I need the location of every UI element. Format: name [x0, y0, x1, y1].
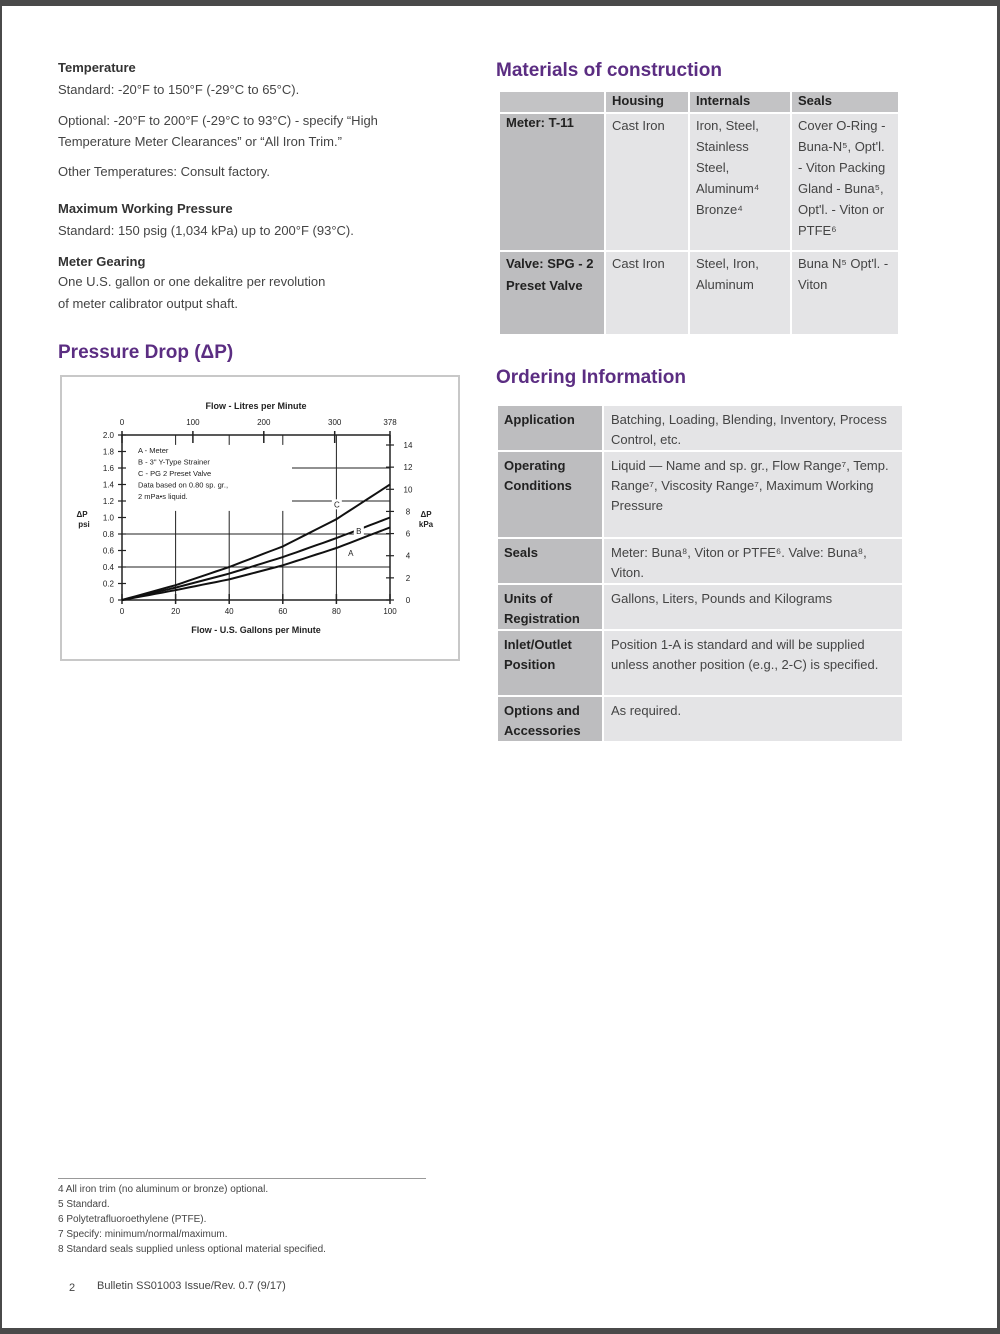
materials-cell-internals: Iron, Steel, Stainless Steel, Aluminum⁴ Bronze⁴ [689, 113, 791, 251]
y-tick-label: 0.2 [102, 579, 114, 589]
x-tick-label: 80 [331, 607, 341, 616]
ordering-row [498, 406, 902, 452]
temperature-optional: Optional: -20°F to 200°F (-29°C to 93°C) - specify “High Temperature Meter Clearances” or “All Iron Trim.” [58, 113, 378, 149]
y-tick-label: 1.0 [102, 513, 114, 523]
footnote: 8 Standard seals supplied unless optional material specified. [58, 1244, 326, 1255]
ordering-label: Inlet/Outlet Position [498, 631, 602, 695]
y-axis-label: ΔP [76, 510, 88, 519]
ordering-value: Gallons, Liters, Pounds and Kilograms [602, 585, 902, 629]
series-label-B: B [356, 526, 362, 536]
materials-header-row [499, 91, 899, 113]
footnotes [58, 1182, 478, 1257]
ordering-row [498, 631, 902, 697]
y-tick-label: 1.8 [102, 447, 114, 457]
materials-header-internals: Internals [689, 91, 791, 113]
materials-row-label: Valve: SPG - 2 Preset Valve [499, 251, 605, 335]
top-tick-label: 0 [119, 418, 125, 427]
footnote: 4 All iron trim (no aluminum or bronze) optional. [58, 1184, 269, 1195]
materials-cell-internals: Steel, Iron, Aluminum [689, 251, 791, 335]
ordering-value: Batching, Loading, Blending, Inventory, Process Control, etc. [602, 406, 902, 450]
x-tick-label: 0 [119, 607, 125, 616]
bulletin-id: Bulletin SS01003 Issue/Rev. 0.7 (9/17) [97, 1280, 286, 1292]
materials-cell-seals: Buna N⁵ Opt'l. - Viton [791, 251, 899, 335]
legend-entry: A - Meter [138, 446, 169, 456]
footnote-divider [58, 1178, 426, 1179]
legend-entry: C - PG 2 Preset Valve [138, 469, 212, 479]
ordering-row [498, 539, 902, 585]
y-axis-label-unit: psi [78, 520, 90, 529]
y-tick-label: 0.6 [102, 546, 114, 556]
materials-header-housing: Housing [605, 91, 689, 113]
y-tick-label: 1.6 [102, 464, 114, 473]
pressure-drop-title: Pressure Drop (ΔP) [58, 342, 234, 363]
chart-title: Flow - Litres per Minute [205, 401, 307, 411]
legend-entry: Data based on 0.80 sp. gr., [138, 480, 229, 490]
materials-cell-housing: Cast Iron [605, 251, 689, 335]
x-tick-label: 20 [171, 607, 181, 616]
x-axis-label: Flow - U.S. Gallons per Minute [191, 625, 321, 635]
ordering-label: Seals [498, 539, 602, 583]
materials-header-blank [499, 91, 605, 113]
materials-header-seals: Seals [791, 91, 899, 113]
gearing-line2: of meter calibrator output shaft. [58, 296, 238, 311]
materials-title: Materials of construction [496, 60, 722, 81]
series-line-B [122, 518, 390, 601]
materials-cell-seals: Cover O-Ring - Buna-N⁵, Opt'l. - Viton Packing Gland - Buna⁵, Opt'l. - Viton or PTFE⁶ [791, 113, 899, 251]
ordering-table [498, 406, 902, 743]
x-tick-label: 60 [278, 607, 288, 616]
gearing-heading: Meter Gearing [58, 254, 146, 269]
y-tick-label: 2.0 [102, 431, 114, 440]
ordering-label: Units of Registration [498, 585, 602, 629]
materials-row-valve [499, 251, 899, 335]
ordering-title: Ordering Information [496, 367, 686, 388]
top-tick-label: 200 [257, 418, 271, 427]
ordering-label: Application [498, 406, 602, 450]
footnote: 7 Specify: minimum/normal/maximum. [58, 1229, 228, 1240]
materials-row-meter [499, 113, 899, 251]
series-label-A: A [348, 548, 354, 558]
x-tick-label: 40 [224, 607, 234, 616]
gearing-line1: One U.S. gallon or one dekalitre per revolution [58, 274, 326, 289]
footnote: 5 Standard. [58, 1199, 110, 1210]
pressure-heading: Maximum Working Pressure [58, 201, 233, 216]
ordering-row [498, 585, 902, 631]
y-tick-label: 1.2 [102, 497, 114, 506]
top-tick-label: 300 [328, 418, 342, 427]
right-axis-label-unit: kPa [418, 520, 434, 529]
materials-cell-housing: Cast Iron [605, 113, 689, 251]
legend-entry: B - 3" Y-Type Strainer [138, 457, 210, 467]
document-page [2, 6, 997, 1328]
materials-table-wrap [498, 90, 900, 336]
temperature-other: Other Temperatures: Consult factory. [58, 164, 270, 179]
page-number: 2 [69, 1282, 76, 1294]
y-tick-label: 0.4 [102, 563, 114, 572]
y-tick-label: 1.4 [102, 480, 114, 490]
right-tick-label: 14 [403, 441, 413, 450]
top-tick-label: 378 [383, 418, 397, 427]
right-tick-label: 6 [405, 529, 411, 539]
pressure-drop-svg [62, 377, 458, 659]
right-tick-label: 0 [405, 596, 411, 605]
ordering-label: Options and Accessories [498, 697, 602, 741]
footnote: 6 Polytetrafluoroethylene (PTFE). [58, 1214, 207, 1225]
legend-entry: 2 mPa•s liquid. [138, 492, 188, 502]
right-tick-label: 10 [403, 485, 413, 495]
right-tick-label: 12 [403, 463, 413, 473]
y-tick-label: 0.8 [102, 530, 114, 539]
temperature-standard: Standard: -20°F to 150°F (-29°C to 65°C). [58, 82, 300, 97]
right-axis-label: ΔP [420, 510, 432, 519]
right-tick-label: 4 [405, 551, 411, 561]
materials-table [498, 90, 900, 336]
ordering-label: Operating Conditions [498, 452, 602, 537]
ordering-value: Position 1-A is standard and will be supplied unless another position (e.g., 2-C) is specified. [602, 631, 902, 695]
pressure-drop-chart [60, 375, 460, 661]
ordering-value: As required. [602, 697, 902, 741]
x-tick-label: 100 [383, 607, 397, 616]
ordering-value: Liquid — Name and sp. gr., Flow Range⁷, Temp. Range⁷, Viscosity Range⁷, Maximum Working Pressure [602, 452, 902, 537]
y-tick-label: 0 [109, 596, 114, 605]
ordering-row [498, 452, 902, 539]
materials-row-label: Meter: T-11 [499, 113, 605, 251]
pressure-standard: Standard: 150 psig (1,034 kPa) up to 200°F (93°C). [58, 223, 354, 238]
temperature-heading: Temperature [58, 60, 136, 75]
ordering-row [498, 697, 902, 743]
right-tick-label: 8 [405, 507, 411, 517]
series-label-C: C [333, 500, 340, 510]
ordering-value: Meter: Buna⁸, Viton or PTFE⁶. Valve: Buna⁸, Viton. [602, 539, 902, 583]
top-tick-label: 100 [186, 418, 200, 427]
right-tick-label: 2 [405, 573, 411, 583]
